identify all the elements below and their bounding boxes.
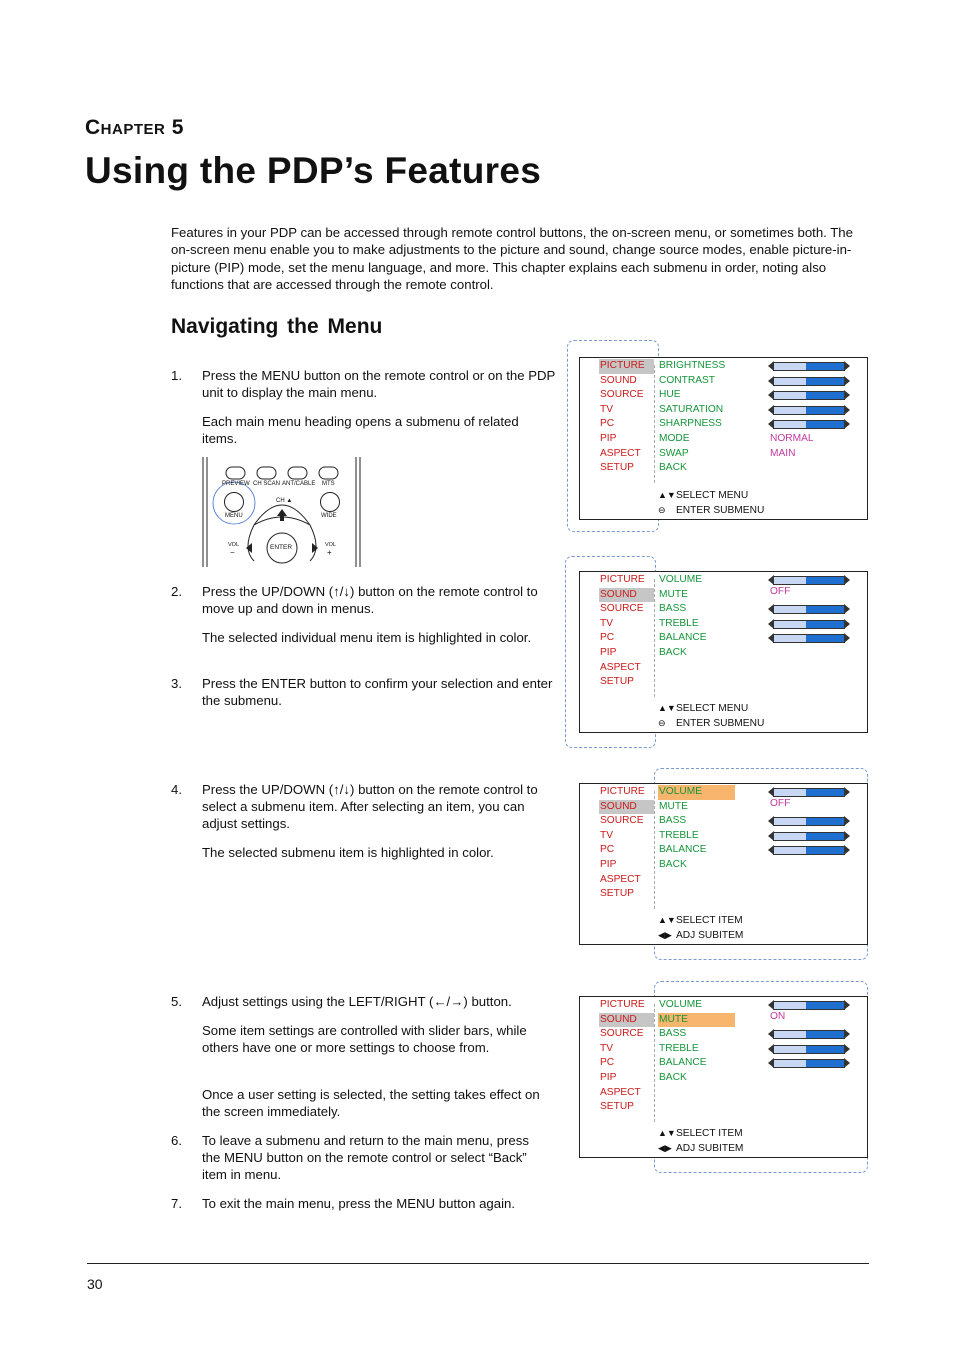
submenu-item: TREBLE [659,829,699,841]
enter-icon: ⊖ [658,505,666,515]
submenu-item: VOLUME [659,999,703,1010]
menu-item-tv: TV [600,617,614,629]
submenu-item: BASS [659,1028,687,1040]
footer-rule [87,1263,869,1264]
submenu-item: BACK [659,1072,687,1083]
up-down-arrow-icon: ▲▼ [658,915,676,925]
ch-up-label: CH ▲ [276,498,293,504]
enter-icon: ⊖ [658,718,666,728]
slider [769,1000,849,1010]
slider [769,376,849,386]
menu-item-setup: SETUP [600,1101,634,1113]
menu-item-pip: PIP [600,647,617,658]
slider [769,390,849,400]
menu-item-pc: PC [600,1057,615,1069]
menu-item-pc: PC [600,844,615,856]
slider [769,787,849,797]
menu-item-sound: SOUND [600,374,637,386]
footer-hint: ◀▶ ADJ SUBITEM [658,1143,744,1154]
up-down-arrow-icon: ▲▼ [658,490,676,500]
menu-item-source: SOURCE [600,389,644,401]
slider [769,1044,849,1054]
slider [769,633,849,643]
slider [769,1058,849,1068]
osd-panel-picture [579,357,868,520]
slider [769,1029,849,1039]
enter-button-label: ENTER [270,544,293,551]
submenu-item: BALANCE [659,844,707,856]
menu-item-picture: PICTURE [600,574,645,585]
menu-item-aspect: ASPECT [600,1086,641,1098]
footer-hint: ⊖ ENTER SUBMENU [658,718,765,729]
slider [769,619,849,629]
submenu-item: BALANCE [659,1057,707,1069]
ch-scan-button-label: CH SCAN [253,481,281,487]
menu-item-sound: SOUND [599,1013,654,1028]
submenu-item: MODE [659,433,690,444]
menu-item-pip: PIP [600,433,617,444]
menu-item-picture: PICTURE [600,786,645,797]
footer-hint: ▲▼SELECT ITEM [658,915,743,926]
submenu-item: SWAP [659,447,689,459]
submenu-item: HUE [659,389,681,401]
submenu-item: BACK [659,462,687,474]
menu-item-setup: SETUP [600,462,634,474]
menu-item-aspect: ASPECT [600,873,641,885]
up-down-arrow-icon: ▲▼ [658,1128,676,1138]
menu-item-source: SOURCE [600,603,644,615]
submenu-item: TREBLE [659,617,699,629]
menu-item-setup: SETUP [600,676,634,688]
submenu-item: SATURATION [659,403,724,415]
page-number: 30 [87,1276,103,1292]
menu-item-pip: PIP [600,859,617,870]
mts-button-label: MTS [322,481,335,487]
footer-hint: ⊖ ENTER SUBMENU [658,505,765,516]
osd-panel-sound [579,571,868,733]
submenu-item: SHARPNESS [659,418,722,430]
osd-panel-sound-adjust [579,996,868,1158]
submenu-item: CONTRAST [659,374,716,386]
mute-value: OFF [770,586,791,597]
submenu-item: BASS [659,603,687,615]
menu-divider [654,579,655,697]
menu-item-sound: SOUND [599,800,654,815]
menu-divider [654,1004,655,1122]
submenu-item: TREBLE [659,1042,699,1054]
submenu-item: VOLUME [659,574,703,585]
left-right-arrow-icon: ◀▶ [658,1143,672,1153]
up-down-arrow-icon: ▲▼ [658,703,676,713]
ant-cable-button-label: ANT/CABLE [282,481,316,487]
submenu-item: BALANCE [659,632,707,644]
slider [769,831,849,841]
vol-up-label: VOL [325,542,337,548]
slider [769,405,849,415]
menu-item-tv: TV [600,1042,614,1054]
menu-item-pc: PC [600,632,615,644]
wide-button-label: WIDE [321,513,337,519]
slider [769,845,849,855]
submenu-item: BRIGHTNESS [659,360,726,371]
mode-value: NORMAL [770,433,814,444]
plus-label: + [327,548,332,557]
mute-value: ON [770,1011,786,1022]
submenu-item: BACK [659,647,687,658]
menu-item-pip: PIP [600,1072,617,1083]
slider [769,604,849,614]
menu-item-aspect: ASPECT [600,661,641,673]
submenu-item: BASS [659,815,687,827]
vol-down-label: VOL [228,542,240,548]
intro-paragraph: Features in your PDP can be accessed through remote control buttons, the on-screen menu, or sometimes both. The on-screen menu enable you to make adjustments to the picture and sound, change source modes, enable picture-in-picture (PIP) mode, set the menu language, and more. This chapter explains each submenu in order, noting also functions that are accessed through the remote control. [171,225,853,292]
menu-button-label: MENU [225,513,243,519]
footer-hint: ▲▼SELECT MENU [658,703,749,714]
menu-item-pc: PC [600,418,615,430]
submenu-item: BACK [659,859,687,870]
submenu-item: VOLUME [658,785,735,800]
remote-control-illustration [202,457,362,567]
minus-label: − [230,548,235,557]
section-title: Navigating the Menu [171,315,383,338]
menu-item-sound: SOUND [599,588,654,603]
menu-item-aspect: ASPECT [600,447,641,459]
preview-button-label: PREVIEW [222,481,250,487]
slider [769,575,849,585]
page-title: Using the PDP’s Features [85,150,542,191]
slider [769,361,849,371]
slider [769,816,849,826]
menu-divider [654,365,655,483]
menu-item-tv: TV [600,403,614,415]
footer-hint: ▲▼SELECT MENU [658,490,749,501]
footer-hint: ◀▶ ADJ SUBITEM [658,930,744,941]
slider [769,419,849,429]
swap-value: MAIN [770,447,796,459]
menu-item-source: SOURCE [600,1028,644,1040]
menu-item-picture: PICTURE [599,359,654,374]
submenu-item: MUTE [659,800,688,812]
chapter-label: CHAPTER 5 [85,116,184,139]
menu-divider [654,791,655,909]
submenu-item: MUTE [658,1013,735,1028]
menu-item-tv: TV [600,829,614,841]
menu-item-source: SOURCE [600,815,644,827]
menu-item-setup: SETUP [600,888,634,900]
submenu-item: MUTE [659,588,688,600]
left-right-arrow-icon: ◀▶ [658,930,672,940]
menu-item-picture: PICTURE [600,999,645,1010]
mute-value: OFF [770,798,791,809]
osd-panel-sound-select [579,783,868,945]
footer-hint: ▲▼SELECT ITEM [658,1128,743,1139]
